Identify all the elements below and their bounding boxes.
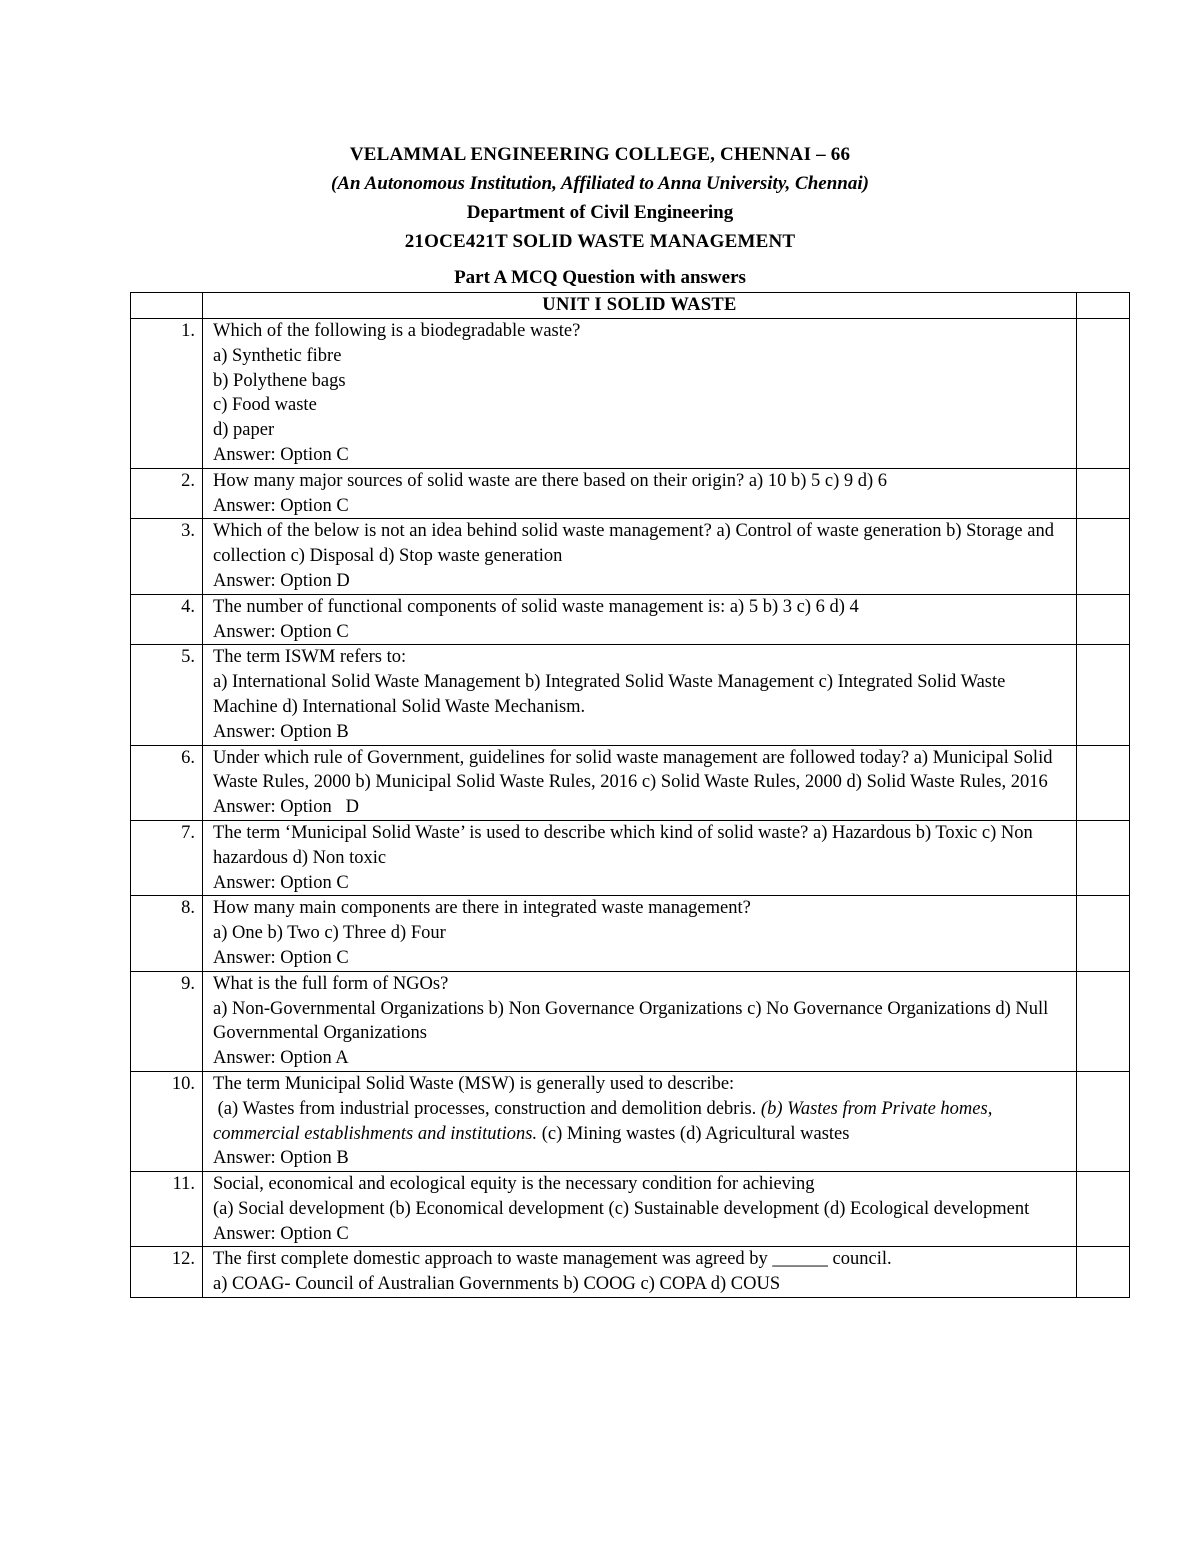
option-text: a) Non-Governmental Organizations b) Non Governance Organizations c) No Governance Organizations d) Null Governmental Organizations: [213, 998, 1049, 1044]
question-row: [131, 1247, 1130, 1298]
question-text: Which of the following is a biodegradable waste?: [213, 321, 581, 341]
answer-text: Answer: Option B: [213, 1148, 349, 1169]
blank-cell: [1077, 1247, 1130, 1298]
question-cell: [203, 319, 1077, 469]
question-cell: [203, 896, 1077, 971]
answer-text: Answer: Option D: [213, 570, 350, 591]
blank-cell: [1077, 971, 1130, 1071]
blank-cell: [1077, 519, 1130, 594]
blank-cell: [1077, 820, 1130, 895]
answer-text: Answer: Option C: [213, 495, 349, 516]
question-text: The term Municipal Solid Waste (MSW) is generally used to describe:: [213, 1073, 735, 1094]
option-a-text: (a) Wastes from industrial processes, construction and demolition debris.: [213, 1098, 761, 1119]
answer-text: Answer: Option B: [213, 721, 349, 742]
answer-text: Answer: Option C: [213, 621, 349, 642]
question-row: [131, 1071, 1130, 1171]
question-number: 10.: [131, 1071, 203, 1171]
unit-title: UNIT I SOLID WASTE: [203, 293, 1077, 319]
question-text: What is the full form of NGOs?: [213, 973, 449, 994]
blank-cell: [1077, 594, 1130, 645]
option-text: a) International Solid Waste Management b) Integrated Solid Waste Management c) Integrated Solid Waste Machine d) International Solid Waste Mechanism.: [213, 672, 1006, 717]
question-number: 9.: [131, 971, 203, 1071]
question-cell: [203, 594, 1077, 645]
blank-cell: [1077, 293, 1130, 319]
blank-cell: [1077, 319, 1130, 469]
unit-header-row: [131, 293, 1130, 319]
question-cell: [203, 820, 1077, 895]
question-number: 6.: [131, 745, 203, 820]
question-text: How many main components are there in integrated waste management?: [213, 898, 751, 919]
question-text: The term ISWM refers to:: [213, 647, 407, 668]
question-cell: [203, 1071, 1077, 1171]
blank-cell: [131, 293, 203, 319]
answer-text: Answer: Option C: [213, 872, 349, 893]
option-text: [213, 1097, 1070, 1147]
option-text: a) COAG- Council of Australian Governments b) COOG c) COPA d) COUS: [213, 1274, 781, 1295]
question-row: [131, 745, 1130, 820]
blank-cell: [1077, 468, 1130, 519]
question-cell: [203, 971, 1077, 1071]
department-name: Department of Civil Engineering: [466, 202, 734, 223]
question-cell: [203, 468, 1077, 519]
blank-cell: [1077, 1172, 1130, 1247]
question-text: Social, economical and ecological equity is the necessary condition for achieving: [213, 1174, 815, 1195]
question-row: [131, 820, 1130, 895]
question-number: 3.: [131, 519, 203, 594]
question-text: Under which rule of Government, guidelines for solid waste management are followed today? a) Municipal Solid Waste Rules, 2000 b) Municipal Solid Waste Rules, 2016 c) Solid Waste Rules, 2000 d) Solid Waste Rules, 2016: [213, 747, 1053, 793]
question-number: 8.: [131, 896, 203, 971]
answer-text: Answer: Option C: [213, 444, 349, 465]
question-cell: [203, 1247, 1077, 1298]
question-row: [131, 594, 1130, 645]
question-text: How many major sources of solid waste are there based on their origin? a) 10 b) 5 c) 9 d) 6: [213, 470, 888, 491]
option-text: a) One b) Two c) Three d) Four: [213, 923, 446, 944]
answer-text: Answer: Option A: [213, 1048, 349, 1069]
question-number: 1.: [131, 319, 203, 469]
option-cd-text: (c) Mining wastes (d) Agricultural wastes: [537, 1123, 850, 1144]
blank-cell: [1077, 645, 1130, 745]
option-text: (a) Social development (b) Economical development (c) Sustainable development (d) Ecological development: [213, 1198, 1030, 1219]
document-header: [0, 140, 1200, 292]
autonomous-note: (An Autonomous Institution, Affiliated to Anna University, Chennai): [331, 173, 869, 194]
question-row: [131, 319, 1130, 469]
question-text: Which of the below is not an idea behind solid waste management? a) Control of waste generation b) Storage and collection c) Disposal d) Stop waste generation: [213, 521, 1054, 567]
question-text: The number of functional components of solid waste management is: a) 5 b) 3 c) 6 d) 4: [213, 596, 859, 617]
question-row: [131, 971, 1130, 1071]
question-cell: [203, 1172, 1077, 1247]
question-cell: [203, 645, 1077, 745]
question-number: 7.: [131, 820, 203, 895]
answer-text: Answer: Option C: [213, 947, 349, 968]
answer-text: Answer: Option D: [213, 797, 359, 818]
question-number: 11.: [131, 1172, 203, 1247]
question-cell: [203, 745, 1077, 820]
question-text: The term ‘Municipal Solid Waste’ is used to describe which kind of solid waste? a) Hazardous b) Toxic c) Non hazardous d) Non toxic: [213, 822, 1033, 868]
answer-text: Answer: Option C: [213, 1223, 349, 1244]
part-title: Part A MCQ Question with answers: [454, 267, 746, 288]
question-row: [131, 468, 1130, 519]
option-text: b) Polythene bags: [213, 370, 346, 391]
blank-cell: [1077, 896, 1130, 971]
question-text: The first complete domestic approach to waste management was agreed by ______ council.: [213, 1249, 892, 1270]
question-row: [131, 896, 1130, 971]
college-name: VELAMMAL ENGINEERING COLLEGE, CHENNAI – 66: [349, 144, 851, 165]
question-number: 4.: [131, 594, 203, 645]
blank-cell: [1077, 1071, 1130, 1171]
question-row: [131, 1172, 1130, 1247]
question-row: [131, 645, 1130, 745]
mcq-table: [130, 292, 1130, 1298]
course-title: 21OCE421T SOLID WASTE MANAGEMENT: [404, 231, 796, 252]
question-row: [131, 519, 1130, 594]
blank-cell: [1077, 745, 1130, 820]
question-number: 5.: [131, 645, 203, 745]
question-cell: [203, 519, 1077, 594]
question-number: 2.: [131, 468, 203, 519]
question-number: 12.: [131, 1247, 203, 1298]
option-text: d) paper: [213, 420, 275, 441]
option-b-text: (b) Wastes from Private homes, commercial establishments and institutions.: [213, 1098, 993, 1144]
option-text: a) Synthetic fibre: [213, 345, 342, 366]
option-text: c) Food waste: [213, 395, 317, 416]
